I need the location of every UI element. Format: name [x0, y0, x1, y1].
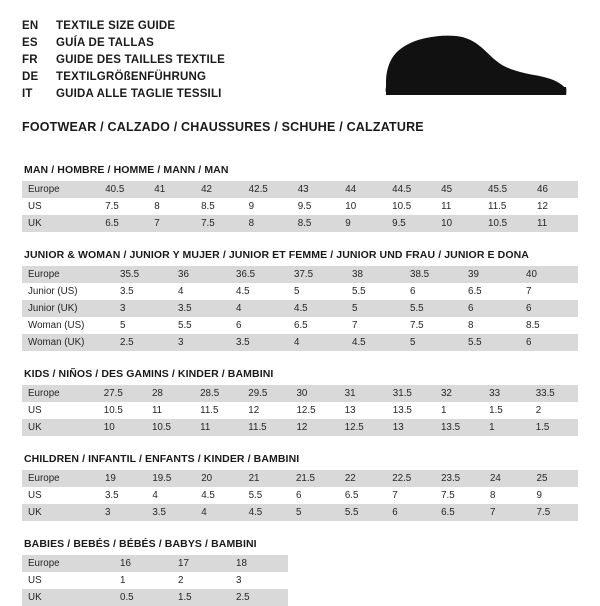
size-cell: 11 — [531, 215, 578, 232]
header — [22, 18, 578, 106]
size-cell: 11 — [194, 419, 242, 436]
table-row — [22, 198, 578, 215]
size-cell: 18 — [230, 555, 288, 572]
section-title: CHILDREN / INFANTIL / ENFANTS / KINDER / BAMBINI — [24, 453, 300, 465]
size-cell: 4.5 — [201, 490, 215, 501]
size-cell: 3 — [114, 300, 172, 317]
size-cell: 6 — [520, 334, 578, 351]
size-cell: 42 — [195, 181, 243, 198]
size-cell: 10 — [345, 201, 357, 212]
row-label: Europe — [22, 470, 99, 487]
size-cell: 21.5 — [290, 470, 339, 487]
language-code: DE — [22, 71, 39, 83]
size-cell: 41 — [148, 181, 195, 198]
size-cell: 40.5 — [99, 181, 148, 198]
size-cell: 7.5 — [410, 320, 424, 331]
size-cell: 45 — [435, 181, 482, 198]
language-row — [22, 86, 225, 103]
size-cell: 32 — [435, 385, 483, 402]
size-cell: 6 — [410, 286, 416, 297]
size-cell: 6.5 — [344, 490, 359, 501]
size-cell: 13.5 — [435, 419, 483, 436]
size-cell: 10.5 — [482, 215, 531, 232]
size-cell: 11.5 — [200, 405, 219, 416]
size-cell: 5.5 — [248, 490, 263, 501]
size-cell: 12.5 — [339, 419, 387, 436]
size-table — [22, 470, 578, 521]
size-cell: 1.5 — [489, 405, 503, 416]
section-title: KIDS / NIÑOS / DES GAMINS / KINDER / BAMBINI — [24, 368, 274, 380]
language-code: FR — [22, 54, 38, 66]
size-cell: 1.5 — [172, 589, 230, 606]
size-cell: 4 — [195, 504, 242, 521]
table-row — [22, 589, 288, 606]
row-label: Junior (US) — [28, 286, 78, 297]
size-cell: 5.5 — [339, 504, 386, 521]
row-label: Woman (US) — [28, 320, 85, 331]
section-title: BABIES / BEBÉS / BÉBÉS / BABYS / BAMBINI — [24, 538, 257, 550]
row-label: UK — [22, 215, 99, 232]
size-cell: 7 — [352, 320, 358, 331]
size-cell: 25 — [531, 470, 578, 487]
size-cell: 5.5 — [462, 334, 520, 351]
row-label: Europe — [22, 181, 99, 198]
size-cell: 31 — [339, 385, 387, 402]
size-cell: 8 — [489, 490, 496, 501]
language-title: GUÍA DE TALLAS — [56, 37, 154, 49]
size-cell: 38.5 — [404, 266, 462, 283]
language-code: ES — [22, 37, 38, 49]
size-cell: 2.5 — [230, 589, 288, 606]
size-cell: 10.5 — [103, 405, 123, 416]
size-cell: 7.5 — [531, 504, 578, 521]
size-cell: 5 — [290, 504, 339, 521]
table-row — [22, 419, 578, 436]
size-cell: 29.5 — [242, 385, 290, 402]
size-cell: 9.5 — [297, 201, 312, 212]
row-label: US — [28, 490, 42, 501]
row-label: Europe — [22, 385, 98, 402]
size-cell: 2.5 — [114, 334, 172, 351]
size-cell: 4 — [178, 286, 184, 297]
section-title: JUNIOR & WOMAN / JUNIOR Y MUJER / JUNIOR ET FEMME / JUNIOR UND FRAU / JUNIOR E DONA — [24, 249, 529, 261]
language-title: TEXTILGRÖßENFÜHRUNG — [56, 71, 207, 83]
size-cell: 1 — [483, 419, 530, 436]
size-cell: 6 — [520, 300, 578, 317]
size-cell: 4.5 — [346, 334, 404, 351]
table-row — [22, 300, 578, 317]
size-cell: 7.5 — [105, 201, 119, 212]
size-section-babies — [22, 538, 578, 606]
size-cell: 8.5 — [526, 320, 540, 331]
size-cell: 2 — [178, 575, 184, 586]
size-cell: 30 — [290, 385, 338, 402]
size-cell: 5.5 — [178, 320, 192, 331]
table-row — [22, 181, 578, 198]
size-section-kids — [22, 368, 578, 436]
size-cell: 5 — [294, 286, 300, 297]
size-cell: 6 — [295, 490, 302, 501]
language-title: GUIDE DES TAILLES TEXTILE — [56, 54, 225, 66]
table-row — [22, 283, 578, 300]
size-cell: 4 — [152, 490, 158, 501]
size-cell: 36 — [172, 266, 230, 283]
size-cell: 19.5 — [146, 470, 195, 487]
size-table — [22, 555, 288, 606]
size-cell: 17 — [172, 555, 230, 572]
size-cell: 6.5 — [468, 286, 482, 297]
size-cell: 5.5 — [352, 286, 366, 297]
row-label: Europe — [22, 266, 114, 283]
size-cell: 4.5 — [236, 286, 250, 297]
language-row — [22, 18, 225, 35]
size-cell: 12 — [537, 201, 548, 212]
size-cell: 8 — [468, 320, 474, 331]
table-row — [22, 402, 578, 419]
size-cell: 6 — [462, 300, 520, 317]
size-cell: 1.5 — [530, 419, 578, 436]
row-label: US — [28, 575, 42, 586]
size-cell: 13.5 — [392, 405, 412, 416]
size-cell: 9.5 — [386, 215, 435, 232]
size-cell: 22 — [339, 470, 386, 487]
size-table — [22, 266, 578, 351]
size-cell: 33 — [483, 385, 530, 402]
size-cell: 7 — [526, 286, 532, 297]
size-cell: 11 — [441, 201, 452, 212]
size-cell: 4.5 — [243, 504, 290, 521]
size-cell: 38 — [346, 266, 404, 283]
size-cell: 3.5 — [104, 490, 119, 501]
size-tables — [22, 164, 578, 606]
size-cell: 5 — [346, 300, 404, 317]
size-cell: 3.5 — [172, 300, 230, 317]
size-cell: 4 — [288, 334, 346, 351]
size-cell: 11.5 — [488, 201, 507, 212]
size-cell: 21 — [243, 470, 290, 487]
size-cell: 7 — [484, 504, 531, 521]
size-cell: 4.5 — [288, 300, 346, 317]
size-cell: 40 — [520, 266, 578, 283]
size-cell: 45.5 — [482, 181, 531, 198]
size-cell: 6.5 — [294, 320, 308, 331]
size-cell: 44 — [339, 181, 386, 198]
size-cell: 31.5 — [387, 385, 435, 402]
language-title: TEXTILE SIZE GUIDE — [56, 20, 176, 32]
size-section-man — [22, 164, 578, 232]
size-cell: 3 — [236, 575, 242, 586]
size-cell: 1 — [120, 575, 126, 586]
size-cell: 43 — [292, 181, 340, 198]
language-row — [22, 52, 225, 69]
language-row — [22, 69, 225, 86]
table-row — [22, 215, 578, 232]
size-table — [22, 181, 578, 232]
size-cell: 9 — [536, 490, 542, 501]
size-cell: 28.5 — [194, 385, 242, 402]
size-cell: 6.5 — [99, 215, 148, 232]
size-cell: 3 — [99, 504, 146, 521]
size-section-children — [22, 453, 578, 521]
size-cell: 5 — [404, 334, 462, 351]
dress-shoe-icon — [380, 24, 570, 106]
size-cell: 10.5 — [146, 419, 194, 436]
size-cell: 3 — [172, 334, 230, 351]
row-label: Junior (UK) — [22, 300, 114, 317]
size-cell: 11 — [151, 405, 163, 416]
size-cell: 8 — [154, 201, 160, 212]
size-cell: 8.5 — [292, 215, 340, 232]
size-cell: 3.5 — [230, 334, 288, 351]
size-cell: 16 — [114, 555, 172, 572]
size-cell: 44.5 — [386, 181, 435, 198]
size-cell: 39 — [462, 266, 520, 283]
size-cell: 9 — [339, 215, 386, 232]
row-label: UK — [22, 589, 114, 606]
size-cell: 10.5 — [392, 201, 412, 212]
size-section-junior — [22, 249, 578, 351]
size-cell: 12 — [290, 419, 338, 436]
row-label: UK — [22, 504, 99, 521]
size-cell: 13 — [344, 405, 356, 416]
size-cell: 7.5 — [195, 215, 243, 232]
size-cell: 37.5 — [288, 266, 346, 283]
size-cell: 4 — [230, 300, 288, 317]
size-cell: 12 — [248, 405, 260, 416]
size-cell: 3.5 — [146, 504, 195, 521]
size-cell: 20 — [195, 470, 242, 487]
table-row — [22, 334, 578, 351]
size-cell: 7 — [392, 490, 398, 501]
size-cell: 8 — [243, 215, 292, 232]
size-cell: 1 — [440, 405, 447, 416]
size-cell: 7.5 — [441, 490, 455, 501]
language-title: GUIDA ALLE TAGLIE TESSILI — [56, 88, 222, 100]
row-label: US — [28, 201, 42, 212]
language-code: EN — [22, 20, 39, 32]
size-cell: 22.5 — [386, 470, 435, 487]
size-cell: 5 — [120, 320, 126, 331]
size-table — [22, 385, 578, 436]
size-cell: 6 — [386, 504, 435, 521]
size-cell: 8.5 — [201, 201, 215, 212]
row-label: US — [28, 405, 42, 416]
size-cell: 6.5 — [435, 504, 484, 521]
size-cell: 9 — [248, 201, 255, 212]
size-cell: 33.5 — [530, 385, 578, 402]
table-row — [22, 317, 578, 334]
size-cell: 5.5 — [404, 300, 462, 317]
table-row — [22, 555, 288, 572]
size-cell: 35.5 — [114, 266, 172, 283]
size-cell: 27.5 — [98, 385, 146, 402]
row-label: Woman (UK) — [22, 334, 114, 351]
table-row — [22, 504, 578, 521]
size-cell: 7 — [148, 215, 195, 232]
size-cell: 6 — [236, 320, 242, 331]
size-cell: 19 — [99, 470, 146, 487]
size-cell: 36.5 — [230, 266, 288, 283]
size-cell: 10 — [435, 215, 482, 232]
size-cell: 13 — [387, 419, 435, 436]
size-cell: 12.5 — [296, 405, 316, 416]
category-line: FOOTWEAR / CALZADO / CHAUSSURES / SCHUHE / CALZATURE — [22, 120, 424, 134]
size-cell: 2 — [535, 405, 542, 416]
size-cell: 24 — [484, 470, 531, 487]
table-row — [22, 470, 578, 487]
size-cell: 23.5 — [435, 470, 484, 487]
size-cell: 28 — [146, 385, 194, 402]
size-cell: 11.5 — [242, 419, 290, 436]
language-title-list — [22, 18, 225, 103]
language-row — [22, 35, 225, 52]
language-code: IT — [22, 88, 33, 100]
table-row — [22, 487, 578, 504]
row-label: Europe — [22, 555, 114, 572]
table-row — [22, 572, 288, 589]
size-cell: 42.5 — [243, 181, 292, 198]
size-cell: 10 — [98, 419, 146, 436]
table-row — [22, 266, 578, 283]
section-title: MAN / HOMBRE / HOMME / MANN / MAN — [24, 164, 229, 176]
row-label: UK — [22, 419, 98, 436]
size-cell: 0.5 — [114, 589, 172, 606]
table-row — [22, 385, 578, 402]
size-cell: 3.5 — [120, 286, 134, 297]
size-cell: 46 — [531, 181, 578, 198]
